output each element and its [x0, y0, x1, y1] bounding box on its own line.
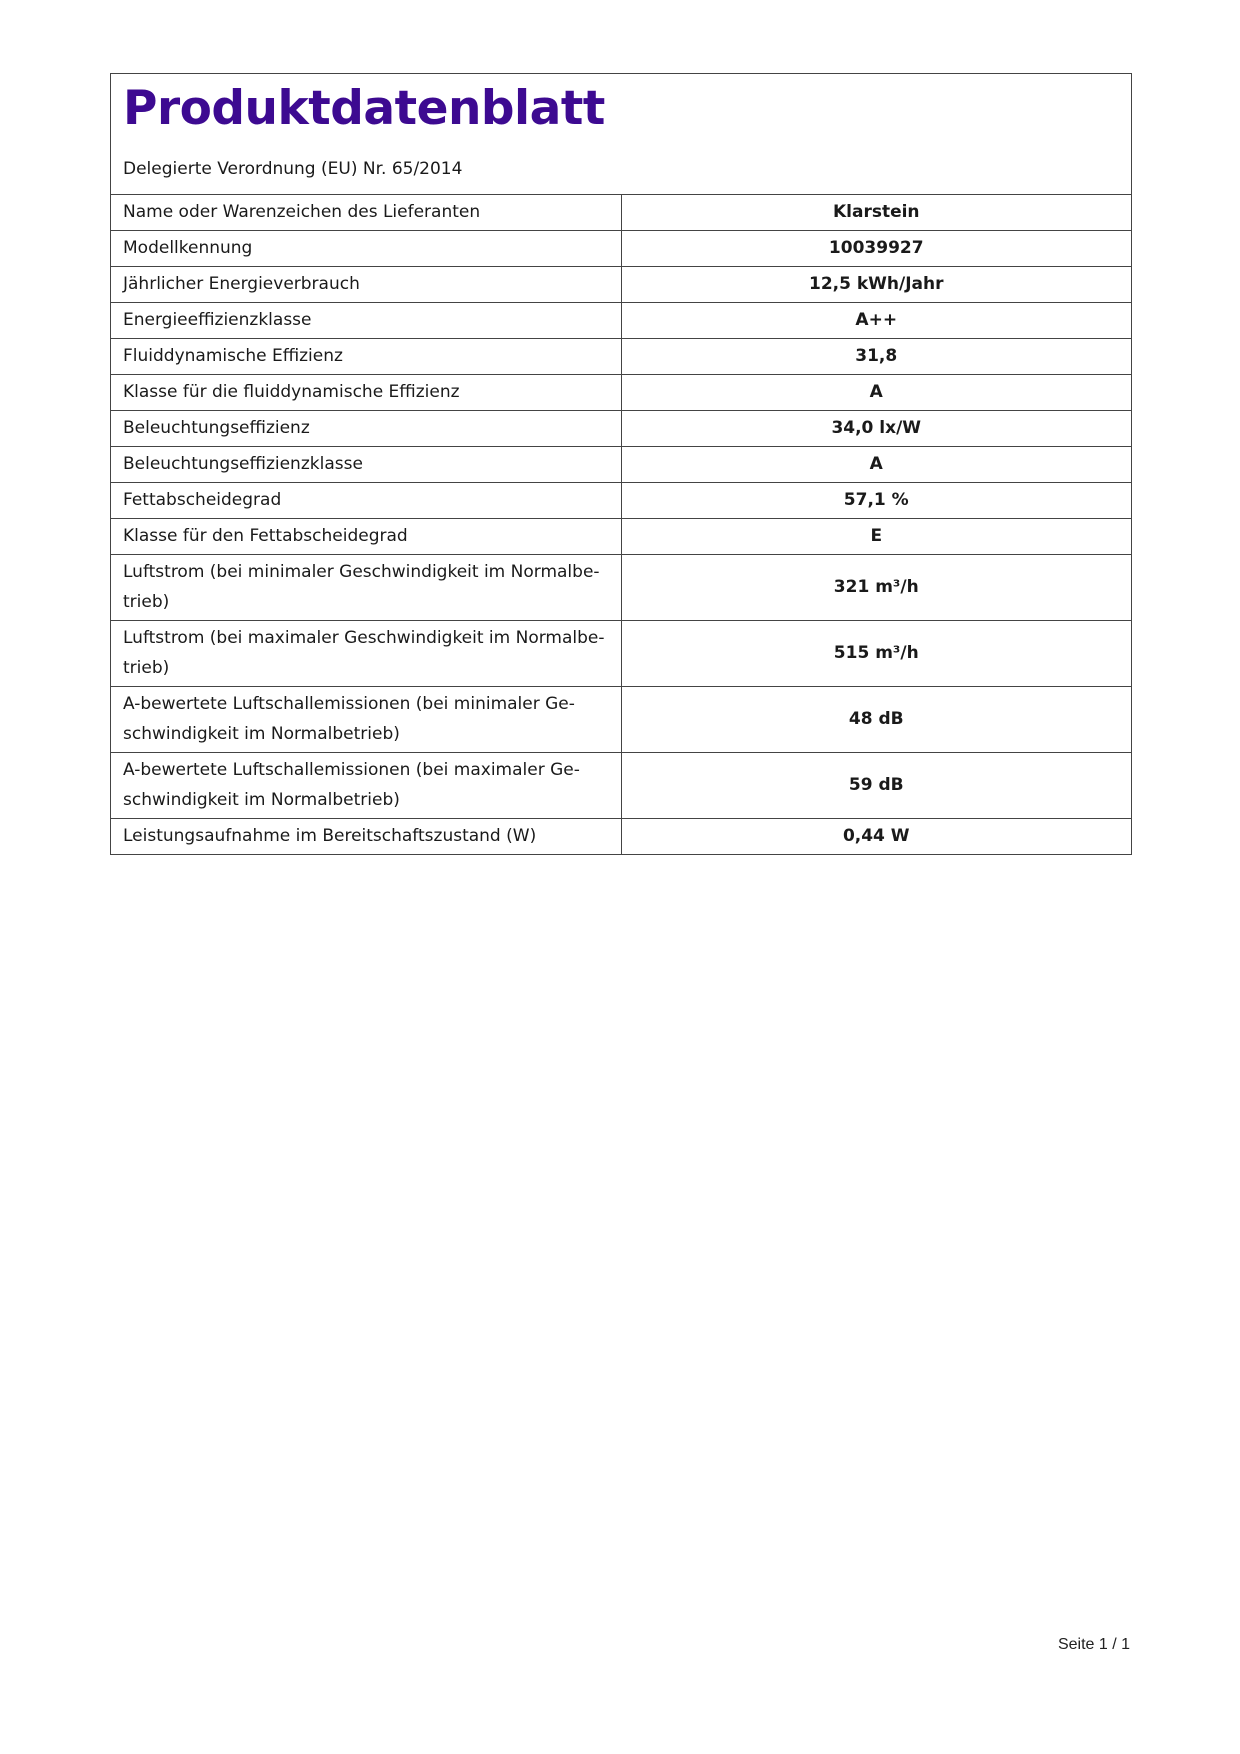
table-row	[111, 483, 1131, 519]
row-value: 34,0 lx/W	[621, 411, 1131, 447]
row-label: Modellkennung	[111, 231, 621, 267]
page-title: Produktdatenblatt	[123, 81, 605, 136]
row-label: A-bewertete Luftschallemissionen (bei minimaler Ge-schwindigkeit im Normalbetrieb)	[111, 687, 621, 753]
row-value: A++	[621, 303, 1131, 339]
row-label: Fettabscheidegrad	[111, 483, 621, 519]
table-row	[111, 411, 1131, 447]
row-value: 0,44 W	[621, 819, 1131, 855]
table-row	[111, 267, 1131, 303]
row-label: Klasse für den Fettabscheidegrad	[111, 519, 621, 555]
row-label: Beleuchtungseffizienz	[111, 411, 621, 447]
row-label: Luftstrom (bei maximaler Geschwindigkeit im Normalbe-trieb)	[111, 621, 621, 687]
row-label: Name oder Warenzeichen des Lieferanten	[111, 195, 621, 231]
row-value: 10039927	[621, 231, 1131, 267]
row-value: 57,1 %	[621, 483, 1131, 519]
regulation-subtitle: Delegierte Verordnung (EU) Nr. 65/2014	[123, 159, 463, 179]
row-label: Fluiddynamische Effizienz	[111, 339, 621, 375]
table-row	[111, 195, 1131, 231]
row-value: E	[621, 519, 1131, 555]
table-row	[111, 819, 1131, 855]
row-label: Jährlicher Energieverbrauch	[111, 267, 621, 303]
table-row	[111, 753, 1131, 819]
row-value: 48 dB	[621, 687, 1131, 753]
table-row	[111, 687, 1131, 753]
row-label: Energieeffizienzklasse	[111, 303, 621, 339]
table-row	[111, 375, 1131, 411]
row-label: Klasse für die fluiddynamische Effizienz	[111, 375, 621, 411]
table-row	[111, 621, 1131, 687]
table-row	[111, 231, 1131, 267]
row-label: Leistungsaufnahme im Bereitschaftszustand (W)	[111, 819, 621, 855]
row-value: 321 m³/h	[621, 555, 1131, 621]
table-row	[111, 519, 1131, 555]
sheet-header	[111, 74, 1131, 195]
data-table	[111, 195, 1131, 854]
row-value: A	[621, 375, 1131, 411]
table-row	[111, 303, 1131, 339]
product-data-sheet	[110, 73, 1132, 855]
row-value: 515 m³/h	[621, 621, 1131, 687]
row-label: A-bewertete Luftschallemissionen (bei maximaler Ge-schwindigkeit im Normalbetrieb)	[111, 753, 621, 819]
row-value: 12,5 kWh/Jahr	[621, 267, 1131, 303]
row-value: A	[621, 447, 1131, 483]
row-label: Luftstrom (bei minimaler Geschwindigkeit im Normalbe-trieb)	[111, 555, 621, 621]
page-number: Seite 1 / 1	[1057, 1636, 1130, 1653]
row-value: 31,8	[621, 339, 1131, 375]
row-value: 59 dB	[621, 753, 1131, 819]
row-label: Beleuchtungseffizienzklasse	[111, 447, 621, 483]
table-row	[111, 447, 1131, 483]
table-row	[111, 555, 1131, 621]
row-value: Klarstein	[832, 202, 920, 222]
table-row	[111, 339, 1131, 375]
